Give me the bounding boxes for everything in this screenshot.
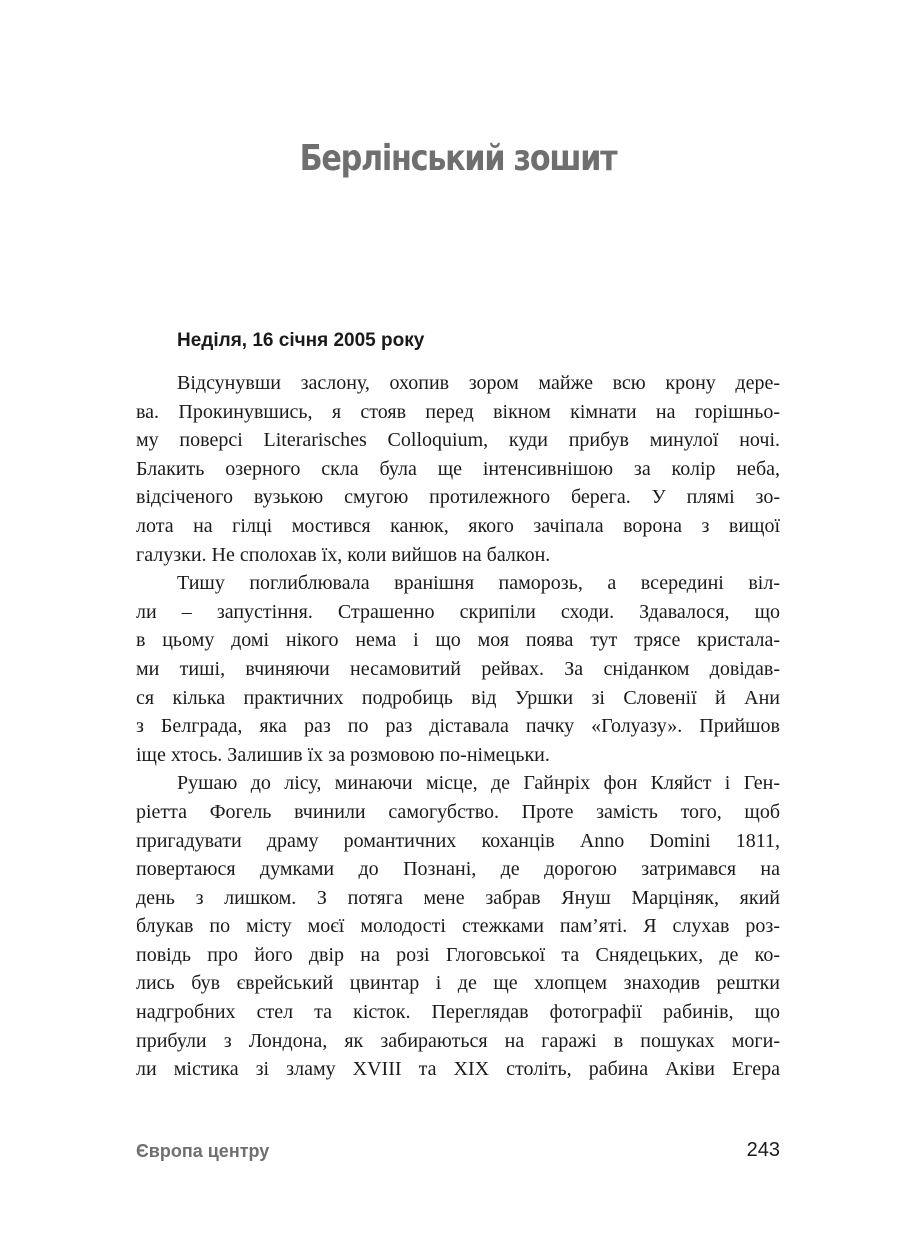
paragraph-1	[136, 369, 780, 569]
text-line: лись був єврейський цвинтар і де ще хлопцем знаходив рештки	[136, 972, 780, 995]
page-number: 243	[746, 1139, 780, 1161]
text-line: в цьому домі нікого нема і що моя поява тут трясе кристала-	[136, 629, 780, 652]
text-line: іще хтось. Залишив їх за розмовою по-німецьки.	[136, 743, 550, 766]
text-line: ли – запустіння. Страшенно скрипіли сходи. Здавалося, що	[136, 600, 780, 623]
paragraph-3	[136, 769, 780, 1084]
text-line: ріетта Фогель вчинили самогубство. Проте замість того, щоб	[136, 800, 780, 823]
text-line: повідь про його двір на розі Глоговської та Снядецьких, де ко-	[136, 943, 780, 966]
text-line: му поверсі Literarisches Colloquium, куди прибув минулої ночі.	[136, 429, 780, 452]
running-footer-title: Європа центру	[136, 1141, 270, 1161]
text-line: відсіченого вузькою смугою протилежного берега. У плямі зо-	[136, 486, 780, 509]
text-line: пригадувати драму романтичних коханців Anno Domini 1811,	[136, 829, 780, 852]
text-line: ся кілька практичних подробиць від Уршки зі Словенії й Ани	[136, 686, 780, 709]
text-line: повертаюся думками до Познані, де дорогою затримався на	[136, 858, 780, 881]
text-line: день з лишком. З потяга мене забрав Януш Марціняк, який	[136, 886, 780, 909]
chapter-title: Берлінський зошит	[299, 138, 617, 179]
text-line: ва. Прокинувшись, я стояв перед вікном кімнати на горішньо-	[136, 400, 780, 423]
text-line: галузки. Не сполохав їх, коли вийшов на балкон.	[136, 543, 551, 566]
text-line: Рушаю до лісу, минаючи місце, де Гайнріх фон Кляйст і Ген-	[177, 772, 780, 795]
date-heading: Неділя, 16 січня 2005 року	[177, 330, 425, 351]
text-line: блукав по місту моєї молодості стежками пам’яті. Я слухав роз-	[136, 915, 780, 938]
text-line: надгробних стел та кісток. Переглядав фотографії рабинів, що	[136, 1001, 780, 1024]
text-line: Тишу поглиблювала вранішня паморозь, а всередині віл-	[177, 572, 780, 595]
text-line: ми тиші, вчиняючи несамовитий рейвах. За сніданком довідав-	[136, 657, 780, 680]
text-line: ли містика зі зламу XVIII та XIX століть, рабина Аківи Егера	[136, 1058, 780, 1081]
text-line: прибули з Лондона, як забираються на гаражі в пошуках моги-	[136, 1029, 780, 1052]
text-line: Блакить озерного скла була ще інтенсивнішою за колір неба,	[136, 457, 780, 480]
text-line: Відсунувши заслону, охопив зором майже всю крону дере-	[177, 372, 780, 394]
body-text	[136, 369, 780, 1084]
paragraph-2	[136, 569, 780, 769]
text-line: з Белграда, яка раз по раз діставала пачку «Голуазу». Прийшов	[136, 715, 780, 738]
text-line: лота на гілці мостився канюк, якого зачіпала ворона з вищої	[136, 514, 780, 537]
